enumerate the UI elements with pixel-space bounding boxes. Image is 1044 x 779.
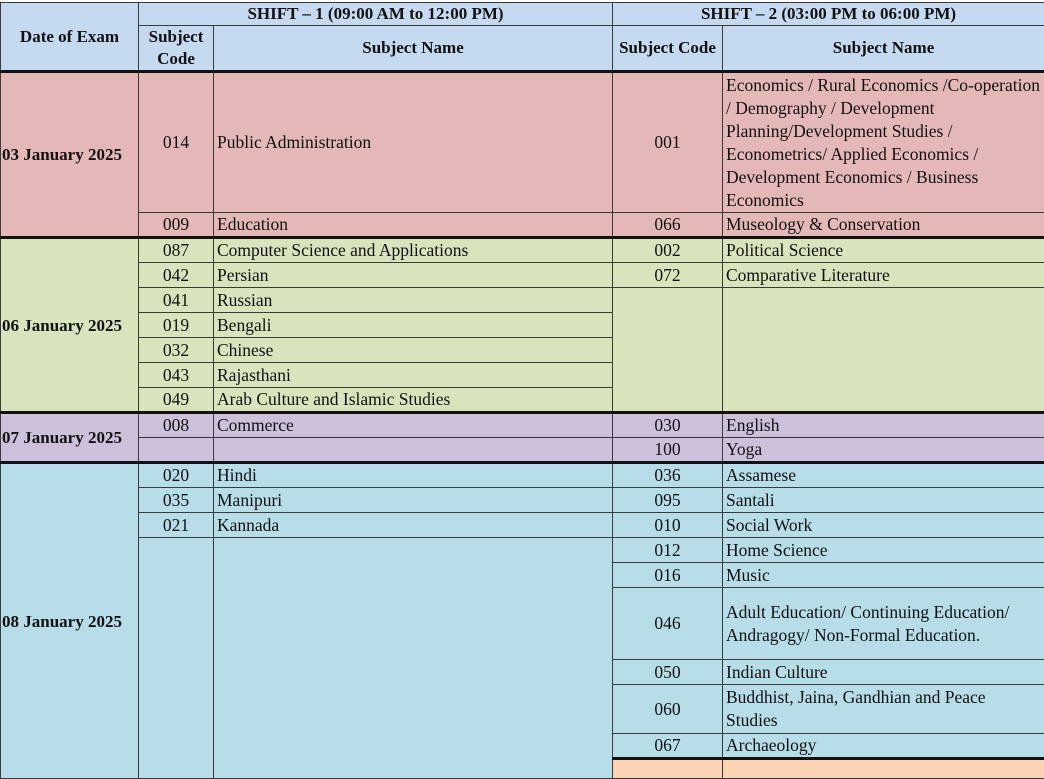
exam-date: 08 January 2025 [1,463,139,779]
shift1-subject-code-header: Subject Code [139,26,214,72]
subject-code: 019 [139,313,214,338]
subject-code: 043 [139,363,214,388]
exam-date: 06 January 2025 [1,238,139,413]
subject-code: 020 [139,463,214,488]
subject-code: 046 [613,588,723,660]
exam-schedule-table [0,2,1044,779]
subject-code: 050 [613,660,723,685]
table-row [1,488,1044,513]
subject-code: 012 [613,538,723,563]
subject-name: Comparative Literature [723,263,1044,288]
subject-code: 087 [139,238,214,263]
table-row [1,72,1044,213]
date-of-exam-header: Date of Exam [1,3,139,72]
subject-code: 009 [139,213,214,238]
subject-code [139,438,214,463]
subject-name: Archaeology [723,734,1044,759]
subject-code: 032 [139,338,214,363]
subject-code: 014 [139,72,214,213]
empty-cell [139,538,214,779]
subject-code: 095 [613,488,723,513]
shift1-subject-name-header: Subject Name [214,26,613,72]
table-row [1,513,1044,538]
subject-name: Manipuri [214,488,613,513]
table-row [1,238,1044,263]
table-row [1,463,1044,488]
empty-cell [613,288,723,413]
subject-code: 049 [139,388,214,413]
exam-date: 07 January 2025 [1,413,139,463]
subject-code: 036 [613,463,723,488]
subject-name: Music [723,563,1044,588]
subject-code: 002 [613,238,723,263]
subject-code: 060 [613,685,723,734]
subject-name: Home Science [723,538,1044,563]
subject-name: Bengali [214,313,613,338]
exam-date: 03 January 2025 [1,72,139,238]
subject-name: Adult Education/ Continuing Education/ Andragogy/ Non-Formal Education. [723,588,1044,660]
table-row [1,288,1044,313]
table-row [1,413,1044,438]
subject-name: Computer Science and Applications [214,238,613,263]
subject-code: 066 [613,213,723,238]
empty-cell [613,759,723,779]
subject-code: 008 [139,413,214,438]
subject-code: 010 [613,513,723,538]
subject-name: Russian [214,288,613,313]
subject-name: Arab Culture and Islamic Studies [214,388,613,413]
subject-code: 021 [139,513,214,538]
empty-cell [723,288,1044,413]
shift2-subject-name-header: Subject Name [723,26,1044,72]
subject-name: Santali [723,488,1044,513]
subject-name: Indian Culture [723,660,1044,685]
shift2-subject-code-header: Subject Code [613,26,723,72]
shift1-header: SHIFT – 1 (09:00 AM to 12:00 PM) [139,3,613,26]
subject-name: Political Science [723,238,1044,263]
subject-name: Social Work [723,513,1044,538]
subject-name: Buddhist, Jaina, Gandhian and Peace Studies [723,685,1044,734]
subject-code: 030 [613,413,723,438]
table-row [1,263,1044,288]
subject-code: 041 [139,288,214,313]
subject-name: Hindi [214,463,613,488]
table-row [1,438,1044,463]
subject-code: 100 [613,438,723,463]
subject-name: Yoga [723,438,1044,463]
subject-name: Assamese [723,463,1044,488]
subject-name: Economics / Rural Economics /Co-operation / Demography / Development Planning/Development Studies / Econometrics/ Applied Economics / Development Economics / Business Economics [723,72,1044,213]
subject-name: Public Administration [214,72,613,213]
table-row [1,213,1044,238]
subject-name: Rajasthani [214,363,613,388]
subject-code: 072 [613,263,723,288]
subject-name: Persian [214,263,613,288]
empty-cell [214,538,613,779]
subject-code: 016 [613,563,723,588]
shift2-header: SHIFT – 2 (03:00 PM to 06:00 PM) [613,3,1044,26]
subject-code: 042 [139,263,214,288]
subject-name: Commerce [214,413,613,438]
subject-code: 035 [139,488,214,513]
subject-name: Museology & Conservation [723,213,1044,238]
empty-cell [723,759,1044,779]
subject-name: Chinese [214,338,613,363]
subject-code: 067 [613,734,723,759]
subject-code: 001 [613,72,723,213]
table-row [1,538,1044,563]
subject-name [214,438,613,463]
subject-name: Education [214,213,613,238]
subject-name: English [723,413,1044,438]
subject-name: Kannada [214,513,613,538]
